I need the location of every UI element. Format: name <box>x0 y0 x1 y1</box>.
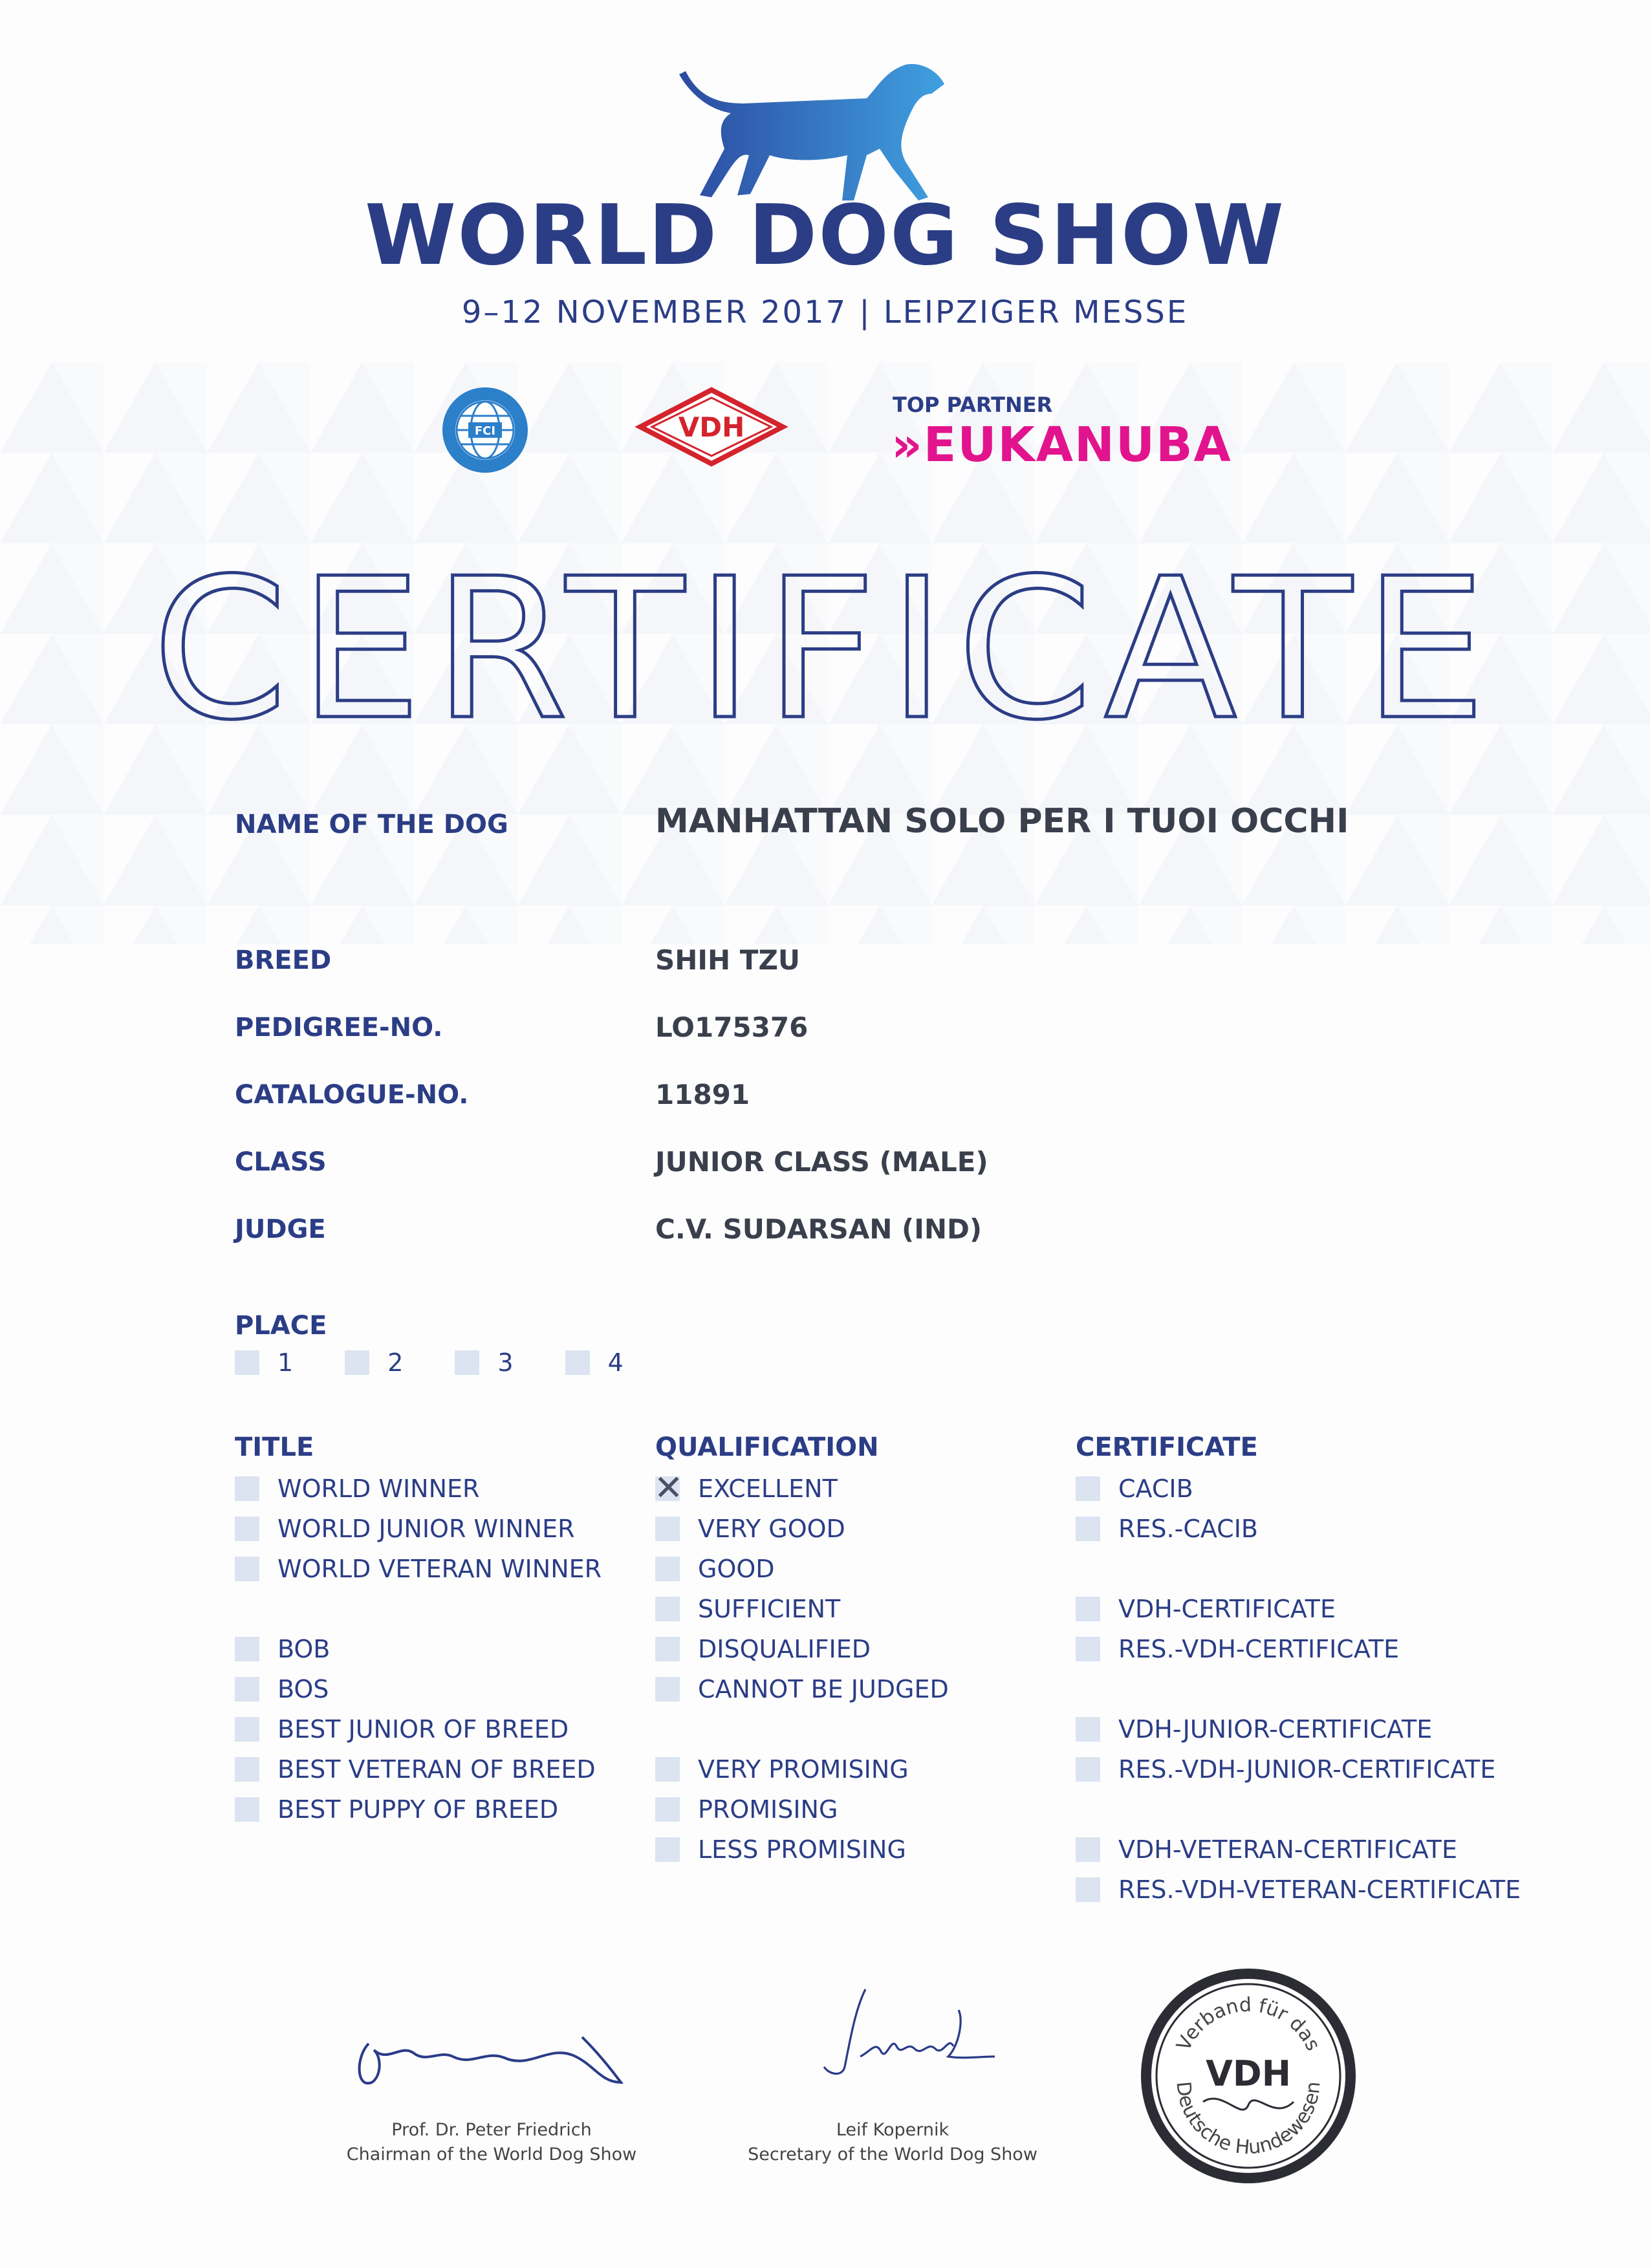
vdh-seal-icon <box>1138 1966 1358 2186</box>
title-item[interactable] <box>235 1749 602 1789</box>
certificate-item-label: RES.-VDH-VETERAN-CERTIFICATE <box>1118 1875 1521 1904</box>
qualification-item[interactable] <box>655 1509 949 1549</box>
qualification-item[interactable] <box>655 1549 949 1589</box>
checkbox[interactable] <box>235 1757 259 1782</box>
place-3-checkbox[interactable] <box>455 1350 479 1375</box>
title-item-label: BOS <box>277 1675 329 1703</box>
checkbox[interactable] <box>1076 1717 1100 1742</box>
checkbox[interactable] <box>235 1517 259 1541</box>
signer-name: Leif Kopernik <box>836 2120 950 2140</box>
place-heading: PLACE <box>235 1311 327 1341</box>
checkbox[interactable] <box>655 1797 680 1822</box>
qualification-item[interactable] <box>655 1469 949 1509</box>
label-catalogue: CATALOGUE-NO. <box>235 1080 469 1110</box>
value-pedigree: LO175376 <box>655 1011 809 1043</box>
qualification-item-label: VERY GOOD <box>698 1515 845 1543</box>
label-judge: JUDGE <box>235 1215 326 1244</box>
checkbox[interactable] <box>235 1637 259 1661</box>
checkbox[interactable] <box>1076 1517 1100 1541</box>
certificate-heading: CERTIFICATE <box>1076 1432 1258 1462</box>
place-1-label: 1 <box>277 1348 294 1377</box>
checkbox[interactable] <box>655 1637 680 1661</box>
title-item[interactable] <box>235 1709 602 1749</box>
vdh-logo-icon <box>634 385 789 469</box>
seal-top-text: Verband für das <box>1172 1993 1325 2055</box>
label-breed: BREED <box>235 945 332 975</box>
checkbox[interactable] <box>235 1476 259 1501</box>
certificate-item-label: RES.-CACIB <box>1118 1515 1258 1543</box>
seal-center-text: VDH <box>1206 2053 1291 2094</box>
place-4-label: 4 <box>607 1348 624 1377</box>
checkbox[interactable] <box>1076 1476 1100 1501</box>
certificate-item[interactable] <box>1076 1749 1521 1789</box>
checkbox-checked[interactable] <box>655 1476 680 1501</box>
checkbox[interactable] <box>655 1757 680 1782</box>
certificate-item-label: RES.-VDH-JUNIOR-CERTIFICATE <box>1118 1755 1496 1784</box>
title-item-label: BEST VETERAN OF BREED <box>277 1755 596 1784</box>
qualification-item[interactable] <box>655 1629 949 1669</box>
value-class: JUNIOR CLASS (MALE) <box>655 1146 988 1178</box>
partner-name: »EUKANUBA <box>891 417 1232 473</box>
title-item-label: BEST PUPPY OF BREED <box>277 1795 559 1824</box>
checkbox[interactable] <box>655 1677 680 1701</box>
checkbox[interactable] <box>1076 1757 1100 1782</box>
certificate-title: CERTIFICATE <box>152 537 1498 762</box>
partner-label: TOP PARTNER <box>893 393 1053 417</box>
place-2-label: 2 <box>387 1348 404 1377</box>
certificate-item[interactable] <box>1076 1509 1521 1549</box>
checkbox[interactable] <box>655 1837 680 1862</box>
checkbox[interactable] <box>235 1677 259 1701</box>
qualification-item-label: LESS PROMISING <box>698 1835 906 1864</box>
checkbox[interactable] <box>1076 1837 1100 1862</box>
place-2-checkbox[interactable] <box>345 1350 369 1375</box>
qualification-item-label: DISQUALIFIED <box>698 1635 871 1663</box>
title-item-label: BOB <box>277 1635 331 1663</box>
title-item[interactable] <box>235 1669 602 1709</box>
certificate-item-label: VDH-JUNIOR-CERTIFICATE <box>1118 1715 1433 1744</box>
certificate-item[interactable] <box>1076 1469 1521 1509</box>
qualification-item[interactable] <box>655 1589 949 1629</box>
signer-role: Secretary of the World Dog Show <box>748 2144 1037 2165</box>
checkbox[interactable] <box>1076 1597 1100 1621</box>
signature-chairman <box>343 2005 640 2108</box>
place-1-checkbox[interactable] <box>235 1350 259 1375</box>
certificate-item[interactable] <box>1076 1709 1521 1749</box>
certificate-column <box>1076 1432 1521 1910</box>
signer-role: Chairman of the World Dog Show <box>346 2144 637 2165</box>
checkbox[interactable] <box>1076 1637 1100 1661</box>
title-item[interactable] <box>235 1469 602 1509</box>
certificate-item-label: VDH-CERTIFICATE <box>1118 1595 1336 1623</box>
signer-secretary <box>705 2118 1080 2167</box>
qualification-item-label: VERY PROMISING <box>698 1755 909 1784</box>
fci-logo-icon <box>440 385 530 475</box>
qualification-item-label: CANNOT BE JUDGED <box>698 1675 949 1703</box>
certificate-item-label: RES.-VDH-CERTIFICATE <box>1118 1635 1400 1663</box>
checkbox[interactable] <box>655 1597 680 1621</box>
qualification-item[interactable] <box>655 1669 949 1709</box>
checkbox[interactable] <box>235 1557 259 1581</box>
qualification-item-label: PROMISING <box>698 1795 838 1824</box>
qualification-item[interactable] <box>655 1749 949 1789</box>
vdh-logo-text: VDH <box>678 411 745 443</box>
value-breed: SHIH TZU <box>655 944 801 976</box>
title-item[interactable] <box>235 1549 602 1589</box>
checkbox[interactable] <box>235 1797 259 1822</box>
qualification-item[interactable] <box>655 1789 949 1830</box>
title-item-label: BEST JUNIOR OF BREED <box>277 1715 569 1744</box>
fci-logo-text: FCI <box>474 424 496 438</box>
checkbox[interactable] <box>1076 1877 1100 1902</box>
qualification-item-label: EXCELLENT <box>698 1474 838 1503</box>
title-column <box>235 1432 602 1830</box>
signature-secretary <box>763 1979 1061 2082</box>
place-3-label: 3 <box>497 1348 514 1377</box>
title-item[interactable] <box>235 1509 602 1549</box>
label-dog-name: NAME OF THE DOG <box>235 810 508 839</box>
seal-bottom-text: Deutsche Hundewesen <box>1171 2080 1325 2159</box>
title-item-label: WORLD JUNIOR WINNER <box>277 1515 575 1543</box>
checkbox[interactable] <box>235 1717 259 1742</box>
label-class: CLASS <box>235 1147 327 1177</box>
qualification-item-label: GOOD <box>698 1555 775 1583</box>
value-dog-name: MANHATTAN SOLO PER I TUOI OCCHI <box>655 802 1349 841</box>
qualification-column <box>655 1432 949 1870</box>
label-pedigree: PEDIGREE-NO. <box>235 1013 443 1042</box>
value-judge: C.V. SUDARSAN (IND) <box>655 1213 982 1245</box>
title-item-label: WORLD VETERAN WINNER <box>277 1555 602 1583</box>
certificate-item[interactable] <box>1076 1830 1521 1870</box>
value-catalogue: 11891 <box>655 1079 750 1110</box>
qualification-heading: QUALIFICATION <box>655 1432 879 1462</box>
place-4-checkbox[interactable] <box>565 1350 590 1375</box>
checkbox[interactable] <box>655 1557 680 1581</box>
title-heading: TITLE <box>235 1432 314 1462</box>
title-item[interactable] <box>235 1629 602 1669</box>
title-item-label: WORLD WINNER <box>277 1474 480 1503</box>
checkbox[interactable] <box>655 1517 680 1541</box>
certificate-item[interactable] <box>1076 1629 1521 1669</box>
certificate-item-label: CACIB <box>1118 1474 1193 1503</box>
signer-name: Prof. Dr. Peter Friedrich <box>391 2120 592 2140</box>
event-subtitle: 9–12 NOVEMBER 2017 | LEIPZIGER MESSE <box>461 294 1189 330</box>
place-options <box>235 1348 675 1377</box>
qualification-item-label: SUFFICIENT <box>698 1595 841 1623</box>
certificate-item[interactable] <box>1076 1870 1521 1910</box>
certificate-item-label: VDH-VETERAN-CERTIFICATE <box>1118 1835 1458 1864</box>
qualification-item[interactable] <box>655 1830 949 1870</box>
title-item[interactable] <box>235 1789 602 1830</box>
certificate-item[interactable] <box>1076 1589 1521 1629</box>
signer-chairman <box>304 2118 679 2167</box>
event-title: WORLD DOG SHOW <box>365 188 1285 284</box>
